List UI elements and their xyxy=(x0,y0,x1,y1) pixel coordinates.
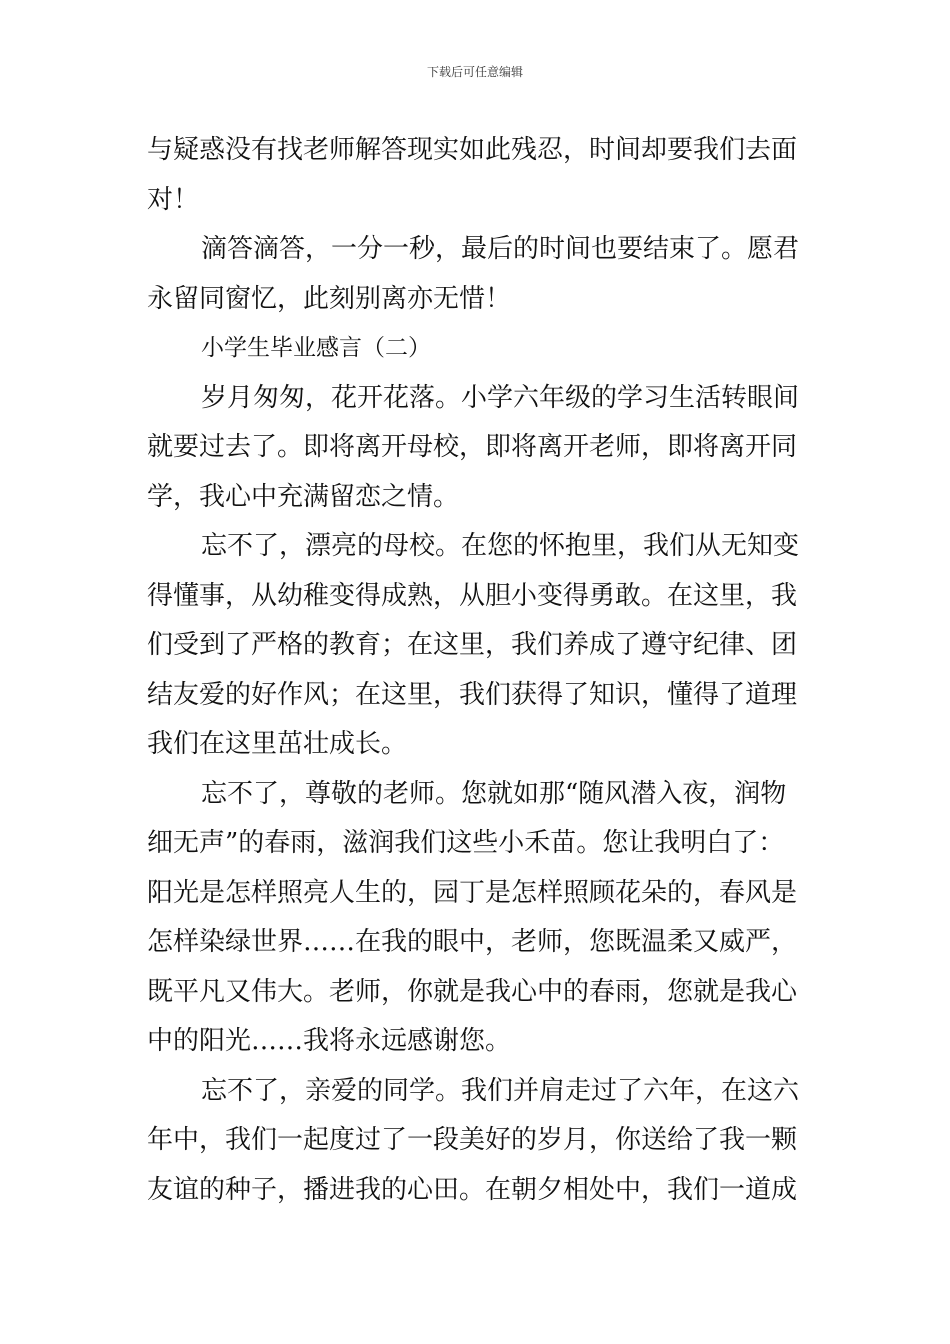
text-line: 得懂事，从幼稚变得成熟，从胆小变得勇敢。在这里，我 xyxy=(147,580,798,611)
paragraph-start-line: 忘不了，尊敬的老师。您就如那“随风潜入夜，润物 xyxy=(201,778,787,809)
text-line: 结友爱的好作风；在这里，我们获得了知识，懂得了道理 xyxy=(147,679,798,710)
paragraph-start-line: 忘不了，亲爱的同学。我们并肩走过了六年，在这六 xyxy=(201,1075,800,1106)
paragraph-start-line: 忘不了，漂亮的母校。在您的怀抱里，我们从无知变 xyxy=(201,531,800,561)
text-line: 阳光是怎样照亮人生的，园丁是怎样照顾花朵的，春风是 xyxy=(147,877,798,908)
text-line: 怎样染绿世界……在我的眼中，老师，您既温柔又威严， xyxy=(147,927,798,957)
text-line: 既平凡又伟大。老师，你就是我心中的春雨，您就是我心 xyxy=(147,976,798,1007)
document-body xyxy=(147,126,807,1215)
text-line: 们受到了严格的教育；在这里，我们养成了遵守纪律、团 xyxy=(147,630,798,660)
paragraph-start-line: 滴答滴答，一分一秒，最后的时间也要结束了。愿君 xyxy=(201,234,800,264)
text-line: 我们在这里茁壮成长。 xyxy=(147,729,408,759)
text-line: 细无声”的春雨，滋润我们这些小禾苗。您让我明白了： xyxy=(147,828,785,858)
section-heading: 小学生毕业感言（二） xyxy=(201,335,431,361)
paragraph-start-line: 岁月匆匆，花开花落。小学六年级的学习生活转眼间 xyxy=(201,382,800,413)
text-line: 永留同窗忆，此刻别离亦无惜！ xyxy=(147,283,512,314)
text-line: 中的阳光……我将永远感谢您。 xyxy=(147,1026,512,1056)
text-line: 对！ xyxy=(147,184,200,215)
text-line: 就要过去了。即将离开母校，即将离开老师，即将离开同 xyxy=(147,432,798,462)
text-line: 与疑惑没有找老师解答现实如此残忍，时间却要我们去面 xyxy=(147,135,798,165)
text-line: 年中，我们一起度过了一段美好的岁月，你送给了我一颗 xyxy=(147,1125,798,1155)
text-line: 友谊的种子，播进我的心田。在朝夕相处中，我们一道成 xyxy=(147,1174,798,1205)
page-header: 下载后可任意编辑 xyxy=(426,65,523,79)
text-line: 学，我心中充满留恋之情。 xyxy=(147,481,460,512)
